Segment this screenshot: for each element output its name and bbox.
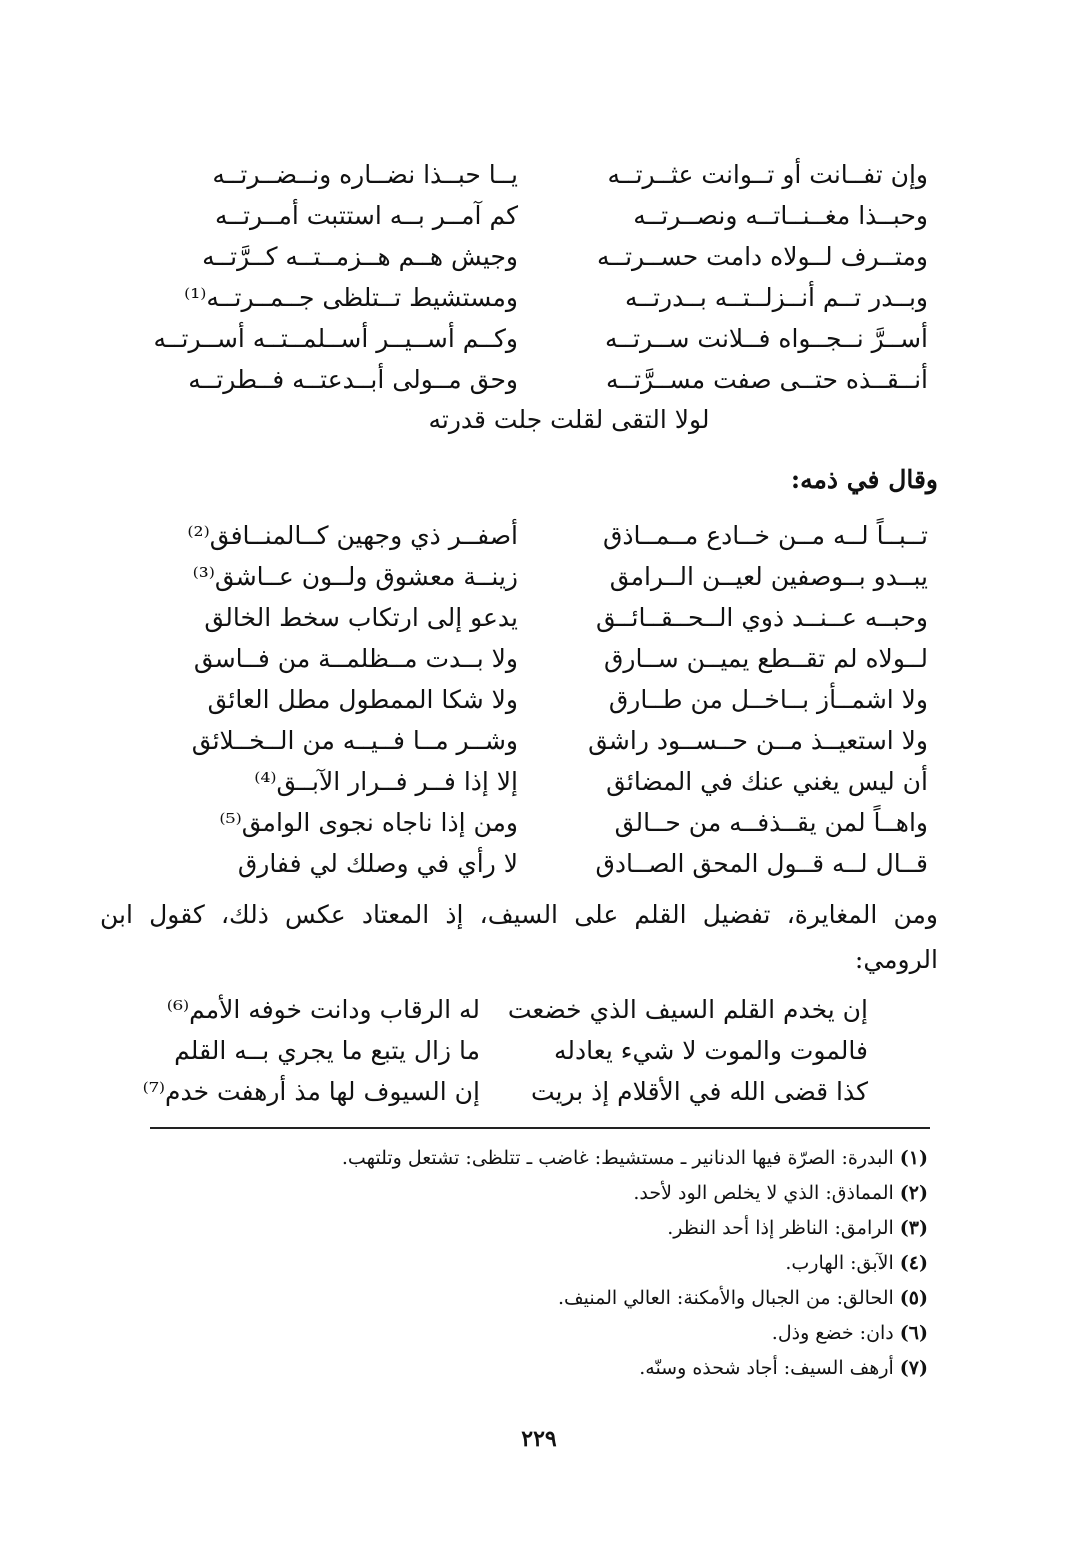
footnote-number: (٥) [899, 1287, 928, 1309]
hemistich-right: تــبــاً لــه مــن خــادع مــمــاذق [603, 521, 928, 550]
hemistich-right: ولا اشمــأز بــاخــل من طــارق [608, 685, 928, 714]
hemistich-left: يــا حبــذا نضــاره ونــضــرتــه [212, 160, 518, 189]
footnote-item [639, 1357, 928, 1379]
page-number: ٢٢٩ [521, 1426, 557, 1452]
hemistich-right: ومتــرف لــولاه دامت حســرتــه [597, 242, 928, 271]
footnote-item [342, 1147, 928, 1169]
hemistich-left: وشــر مــا فــيــه من الــخــلائق [191, 726, 518, 755]
hemistich-left: ومن إذا ناجاه نجوى الوامق⁽⁵⁾ [219, 808, 518, 837]
footnote-text: الآبق: الهارب. [785, 1252, 894, 1274]
hemistich-left: ولا بــدت مــظلمــة من فــاسق [193, 644, 518, 673]
section-intro: وقال في ذمه: [790, 465, 938, 494]
hemistich-right: أســرَّ نــجــواه فــلانت ســرتــه [605, 324, 928, 353]
footnote-number: (٧) [899, 1357, 928, 1379]
hemistich-right: أنــقــذه حتــى صفت مســرَّتــه [606, 365, 928, 394]
hemistich-left: أصفــر ذي وجهين كــالمنــافق⁽²⁾ [187, 521, 518, 550]
footnote-text: أرهف السيف: أجاد شحذه وسنّه. [639, 1357, 894, 1379]
hemistich-right: كذا قضى الله في الأقلام إذ بريت [530, 1077, 868, 1106]
hemistich-right: فالموت والموت لا شيء يعادله [553, 1036, 868, 1065]
footnote-text: الحالق: من الجبال والأمكنة: العالي المنيف. [557, 1287, 894, 1309]
hemistich-left: له الرقاب ودانت خوفه الأمم⁽⁶⁾ [166, 995, 480, 1024]
footnote-number: (٤) [899, 1252, 928, 1274]
hemistich-left: ولا شكا الممطول مطل العائق [207, 685, 518, 714]
hemistich-right: ولا استعيــذ مــن حــســود راشق [588, 726, 928, 755]
hemistich-left: زينــة معشوق ولــون عــاشق⁽³⁾ [192, 562, 518, 591]
footnote-text: المماذق: الذي لا يخلص الود لأحد. [633, 1182, 894, 1204]
hemistich-left: إلا إذا فــر فــرار الآبــق⁽⁴⁾ [254, 767, 518, 796]
hemistich-left: إن السيوف لها مذ أرهفت خدم⁽⁷⁾ [142, 1077, 480, 1106]
poem-closing-line: لولا التقى لقلت جلت قدرته [428, 405, 710, 434]
hemistich-right: واهــاً لمن يقــذفــه من حــالق [614, 808, 928, 837]
hemistich-right: لــولاه لم تقــطع يميــن ســارق [604, 644, 928, 673]
hemistich-right: قــال لــه قــول المحق الصــادق [595, 849, 928, 878]
hemistich-left: ومستشيط تــتلظى جــمــرتــه⁽¹⁾ [184, 283, 518, 312]
hemistich-right: وبــدر تــم أنــزلــتــه بــدرتــه [625, 283, 928, 312]
hemistich-right: وحبــه عــنــد ذوي الــحــقــائــق [596, 603, 928, 632]
hemistich-right: وإن تفــانت أو تــوانت عثــرتــه [607, 160, 928, 189]
hemistich-left: يدعو إلى ارتكاب سخط الخالق [204, 603, 518, 632]
footnote-number: (٢) [899, 1182, 928, 1204]
hemistich-right: وحبــذا مغــنــاتــه ونصــرتــه [633, 201, 928, 230]
hemistich-left: وحق مــولى أبــدعتــه فــطرتــه [188, 365, 518, 394]
footnote-item [772, 1322, 928, 1344]
hemistich-left: لا رأي في وصلك لي ففارق [237, 849, 518, 878]
hemistich-left: كم آمــر بــه استتبت أمــرتــه [215, 201, 518, 230]
footnote-number: (٣) [899, 1217, 928, 1239]
footnote-item [558, 1287, 928, 1309]
footnote-number: (١) [899, 1147, 928, 1169]
hemistich-right: يبــدو بــوصفين لعيــن الــرامق [609, 562, 928, 591]
hemistich-right: إن يخدم القلم السيف الذي خضعت [507, 995, 868, 1024]
footnote-item [667, 1217, 928, 1239]
footnote-text: الرامق: الناظر إذا أحد النظر. [667, 1217, 894, 1239]
footnote-text: دان: خضع وذل. [771, 1322, 894, 1344]
hemistich-left: وكــم أســيــر أســلمــتــه أســرتــه [153, 324, 518, 353]
hemistich-left: ما زال يتبع ما يجري بــه القلم [174, 1036, 480, 1065]
prose-paragraph: ومن المغايرة، تفضيل القلم على السيف، إذ المعتاد عكس ذلك، كقول ابن الرومي: [100, 900, 938, 974]
footnote-separator [150, 1127, 930, 1129]
hemistich-right: أن ليس يغني عنك في المضائق [606, 767, 928, 796]
footnote-item [633, 1182, 928, 1204]
hemistich-left: وجيش هــم هــزمــتــه كــرَّتــه [202, 242, 518, 271]
footnote-number: (٦) [899, 1322, 928, 1344]
footnote-text: البدرة: الصرّة فيها الدنانير ـ مستشيط: غاضب ـ تتلظى: تشتعل وتلتهب. [341, 1147, 894, 1169]
footnote-item [785, 1252, 928, 1274]
